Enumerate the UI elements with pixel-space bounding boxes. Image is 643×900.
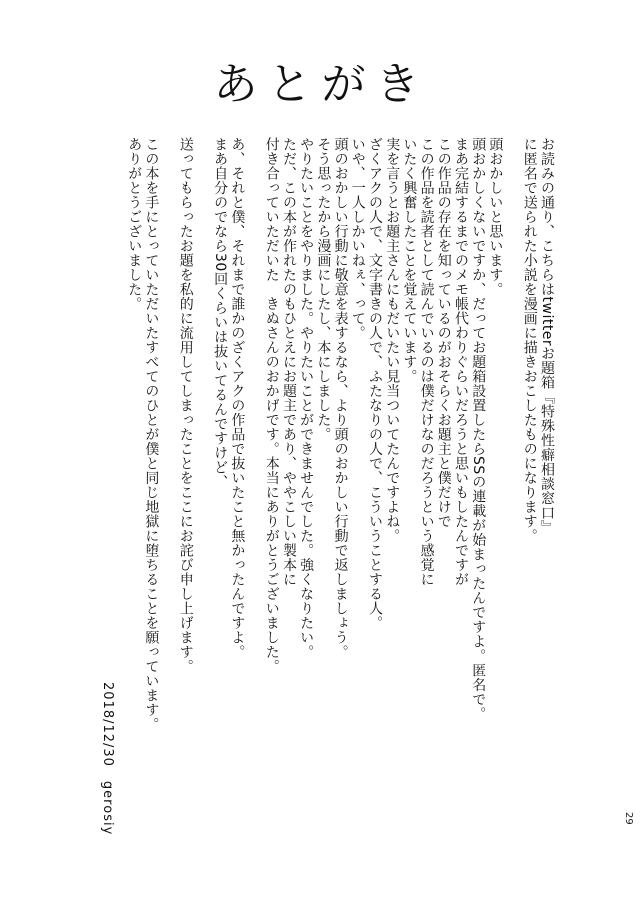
text-line: に匿名で送られた小説を漫画に描きおこしたものになります。	[521, 137, 538, 543]
page-number: 29	[623, 812, 634, 825]
text-line: やりたいことをやりました。やりたいことができませんでした。強くなりたい。	[298, 137, 315, 659]
text-line: ありがとうございました。	[126, 137, 143, 311]
paragraph-gap	[503, 137, 520, 727]
text-line: 付き合っていただいた きぬさんのおかげです。本当にありがとうございました。	[263, 137, 280, 674]
text-line: 頭おかしいと思います。	[487, 137, 504, 297]
paragraph-gap	[194, 137, 211, 727]
text-line: 頭おかしくないですか、だってお題箱設置したらSSの連載が始まったんですよ。匿名で。	[470, 137, 487, 722]
paragraph-gap	[159, 137, 176, 727]
text-line: 実を言うとお題主さんにもだいたい見当ついてたんですよね。	[384, 137, 401, 543]
paragraph-gap	[245, 137, 262, 727]
text-line: ただ、この本が作れたのもひとえにお題主であり、ややこしい製本に	[280, 137, 297, 587]
text-line: 頭のおかしい行動に敬意を表するなら、より頭のおかしい行動で返しましょう。	[332, 137, 349, 659]
page-title: あとがき	[213, 59, 430, 110]
signature-date: 2018/12/30 gerosiy	[100, 682, 115, 836]
afterword-body	[125, 137, 555, 732]
text-line: いたく興奮したことを覚えています。	[401, 137, 418, 384]
text-line: この本を手にとっていただいたすべてのひとが僕と同じ地獄に堕ちることを願っています。	[143, 137, 160, 732]
text-line: ざくアクの人で、文字書きの人で、ふたなりの人で、こういうことする人。	[366, 137, 383, 630]
text-line: いや、一人しかいねぇ、って。	[349, 137, 366, 340]
text-line: 送ってもらったお題を私的に流用してしまったことをここにお詫び申し上げます。	[177, 137, 194, 674]
text-line: この作品を読者として読んでいるのは僕だけなのだろうという感覚に	[418, 137, 435, 587]
text-line: お読みの通り、こちらはtwitterお題箱『特殊性癖相談窓口』	[539, 137, 555, 535]
text-line: この作品の存在を知っているのがおそらくお題主と僕だけで	[435, 137, 452, 529]
text-line: そう思ったから漫画にしたし、本にしました。	[315, 137, 332, 442]
text-line: あ、それと僕、それまで誰かのざくアクの作品で抜いたこと無かったんですよ。	[229, 137, 246, 659]
text-line: まあ完結するまでのメモ帳代わりぐらいだろうと思いもしたんですが	[453, 137, 469, 587]
text-line: まあ自分のでなら30回くらいは抜いてるんですけど、	[212, 137, 229, 490]
